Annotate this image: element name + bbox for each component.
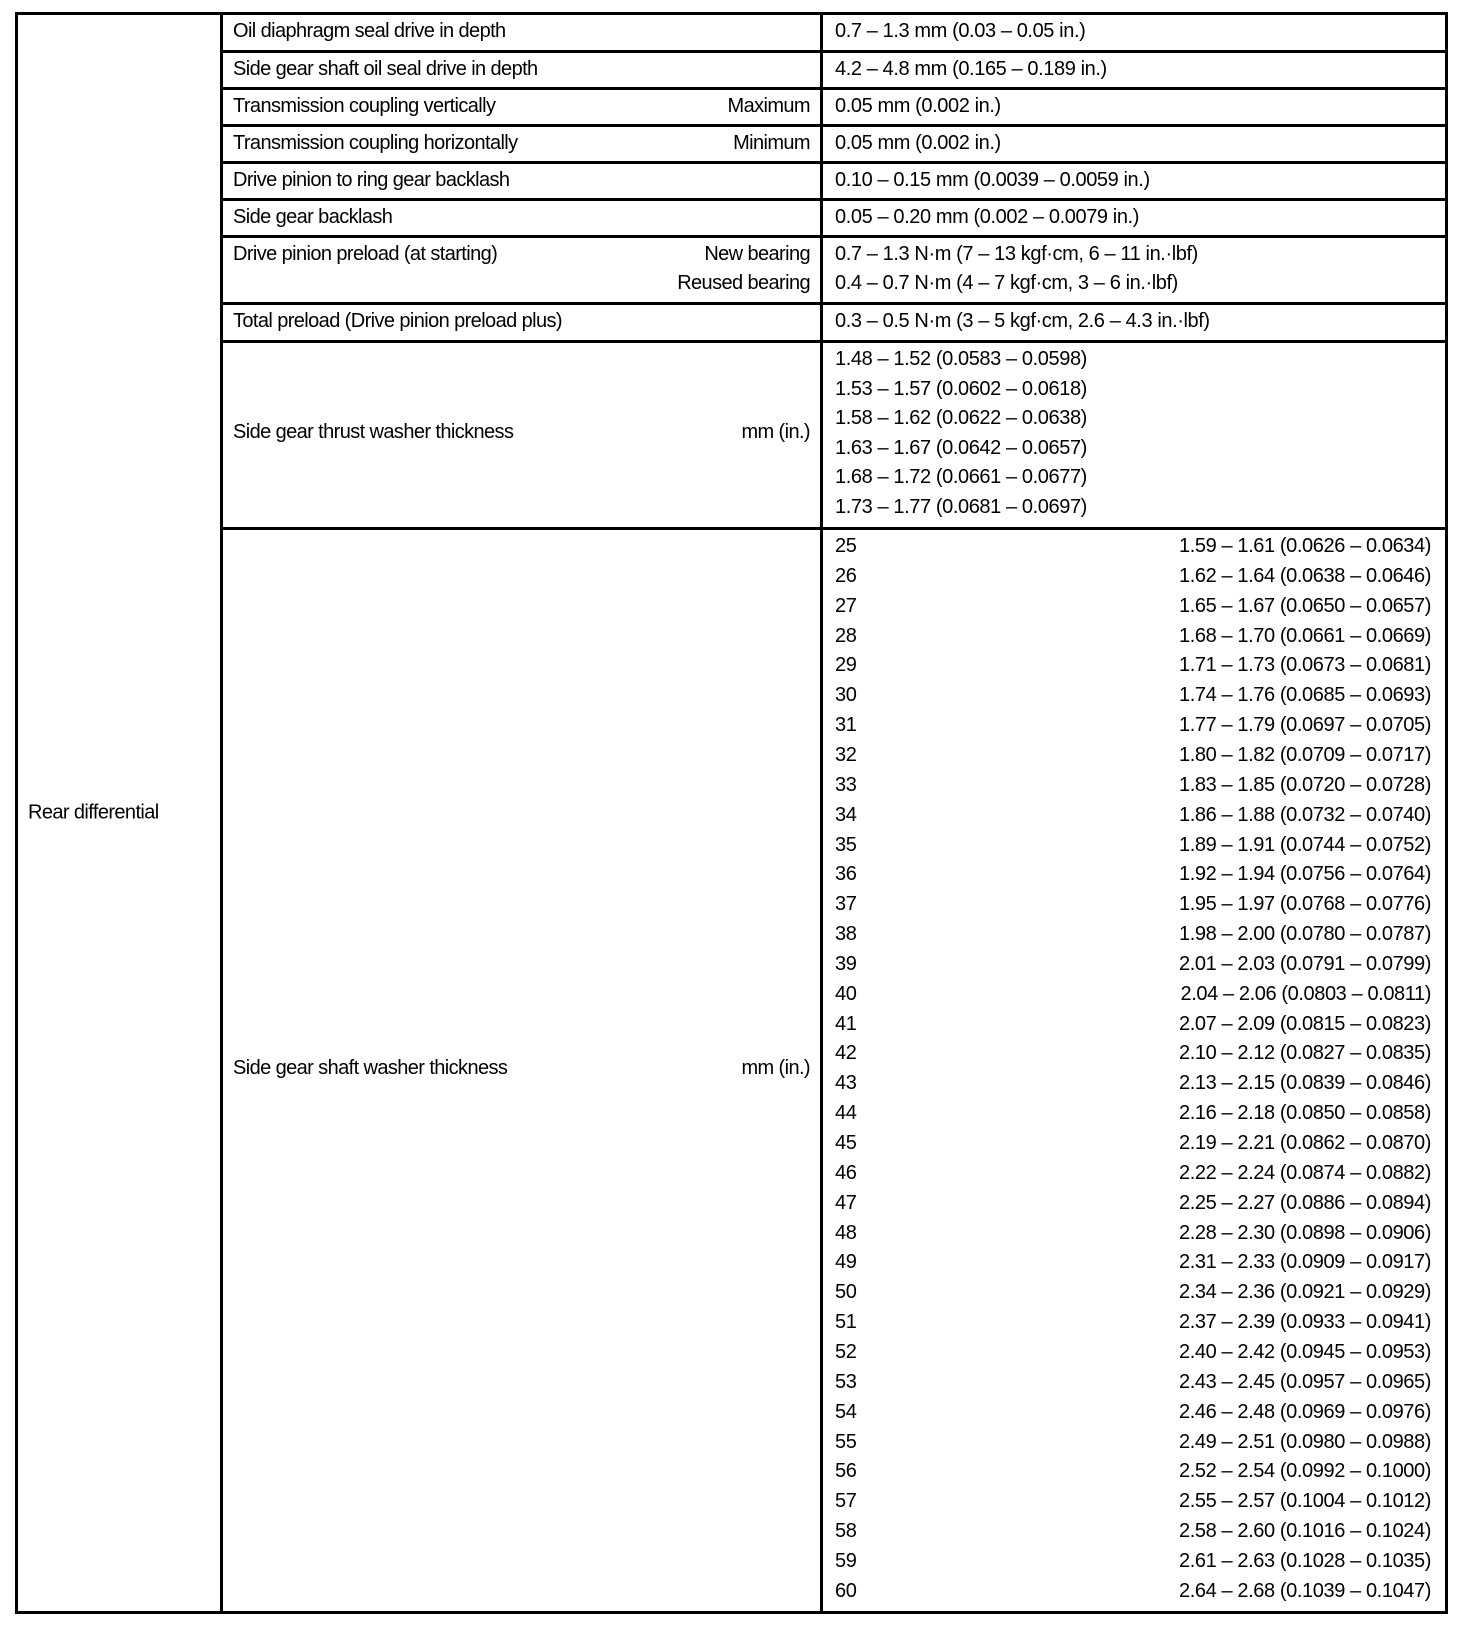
thrust-washer-value: 1.68 – 1.72 (0.0661 – 0.0677) [835,466,1087,488]
washer-range: 1.95 – 1.97 (0.0768 – 0.0776) [1179,893,1431,916]
spec-row [223,90,1445,127]
spec-value [823,164,1445,198]
washer-range: 2.55 – 2.57 (0.1004 – 0.1012) [1179,1490,1431,1513]
value-text: 4.2 – 4.8 mm (0.165 – 0.189 in.) [835,58,1107,80]
washer-code: 48 [835,1221,857,1244]
item-label: Total preload (Drive pinion preload plus) [233,310,562,332]
washer-row [835,861,1431,891]
washer-row [835,951,1431,981]
spec-item [223,127,823,161]
spec-item [223,343,823,527]
washer-code: 47 [835,1191,857,1214]
item-label: Drive pinion preload (at starting) [233,243,498,265]
washer-row [835,1548,1431,1578]
washer-row [835,1160,1431,1190]
washer-code: 60 [835,1579,857,1602]
item-qualifier: Maximum [727,95,810,117]
washer-code: 53 [835,1370,857,1393]
item-unit: mm (in.) [741,1057,810,1079]
washer-row [835,1130,1431,1160]
washer-row [835,1040,1431,1070]
washer-code: 30 [835,684,857,707]
spec-item [223,164,823,198]
washer-row [835,772,1431,802]
washer-code: 49 [835,1251,857,1274]
washer-code: 25 [835,535,857,557]
washer-code: 41 [835,1012,857,1035]
washer-range: 2.34 – 2.36 (0.0921 – 0.0929) [1179,1281,1431,1304]
spec-row-shaft-washer [223,530,1445,1611]
washer-code: 27 [835,594,857,617]
item-unit: mm (in.) [741,421,810,443]
item-label: Transmission coupling vertically [233,95,496,117]
item-label: Side gear backlash [233,206,393,228]
washer-row [835,802,1431,832]
item-label: Drive pinion to ring gear backlash [233,169,510,191]
washer-code: 43 [835,1072,857,1095]
washer-range: 1.89 – 1.91 (0.0744 – 0.0752) [1179,833,1431,856]
washer-code: 46 [835,1161,857,1184]
spec-value [823,305,1445,340]
washer-code: 44 [835,1102,857,1125]
spec-row-pinion-preload [223,238,1445,305]
washer-row [835,891,1431,921]
washer-row [835,563,1431,593]
washer-row [835,1249,1431,1279]
thrust-washer-value: 1.48 – 1.52 (0.0583 – 0.0598) [835,348,1087,370]
washer-code: 56 [835,1460,857,1483]
washer-code: 28 [835,624,857,647]
washer-code: 29 [835,654,857,677]
washer-row [835,682,1431,712]
spec-row [223,53,1445,90]
washer-range: 2.13 – 2.15 (0.0839 – 0.0846) [1179,1072,1431,1095]
washer-row [835,1578,1431,1608]
washer-code: 45 [835,1132,857,1154]
washer-code: 38 [835,923,857,946]
section-column [18,15,223,1611]
washer-range: 2.01 – 2.03 (0.0791 – 0.0799) [1179,952,1431,975]
washer-range: 2.37 – 2.39 (0.0933 – 0.0941) [1179,1311,1431,1334]
washer-range: 2.31 – 2.33 (0.0909 – 0.0917) [1179,1251,1431,1274]
washer-range: 2.04 – 2.06 (0.0803 – 0.0811) [1180,982,1431,1005]
washer-range: 1.98 – 2.00 (0.0780 – 0.0787) [1179,923,1431,946]
spec-row-total-preload [223,305,1445,343]
washer-code: 57 [835,1490,857,1513]
washer-range: 2.10 – 2.12 (0.0827 – 0.0835) [1179,1042,1431,1065]
washer-row [835,1279,1431,1309]
washer-code: 50 [835,1281,857,1304]
washer-code: 52 [835,1340,857,1363]
item-label: Transmission coupling horizontally [233,132,518,154]
washer-range: 2.07 – 2.09 (0.0815 – 0.0823) [1179,1012,1431,1035]
value-text: 0.4 – 0.7 N·m (4 – 7 kgf·cm, 3 – 6 in.·lbf) [835,272,1178,294]
washer-row [835,1220,1431,1250]
washer-code: 59 [835,1549,857,1572]
washer-range: 1.83 – 1.85 (0.0720 – 0.0728) [1179,773,1431,796]
washer-range: 2.22 – 2.24 (0.0874 – 0.0882) [1179,1161,1431,1184]
item-label: Side gear shaft washer thickness [233,1057,508,1079]
shaft-washer-values [823,530,1445,1611]
washer-range: 2.28 – 2.30 (0.0898 – 0.0906) [1179,1221,1431,1244]
spec-item [223,238,823,302]
item-qualifier-reused: Reused bearing [677,272,810,294]
spec-item [223,305,823,340]
spec-value [823,90,1445,124]
washer-row [835,712,1431,742]
washer-row [835,533,1431,563]
washer-row [835,1429,1431,1459]
spec-value [823,15,1445,50]
washer-code: 33 [835,773,857,796]
washer-code: 36 [835,863,857,886]
washer-range: 2.43 – 2.45 (0.0957 – 0.0965) [1179,1370,1431,1393]
washer-code: 55 [835,1430,857,1453]
thrust-washer-value: 1.63 – 1.67 (0.0642 – 0.0657) [835,436,1087,459]
washer-code: 37 [835,893,857,916]
spec-item [223,15,823,50]
washer-range: 1.77 – 1.79 (0.0697 – 0.0705) [1179,714,1431,737]
washer-range: 2.64 – 2.68 (0.1039 – 0.1047) [1179,1579,1431,1602]
washer-row [835,1100,1431,1130]
spec-row [223,164,1445,201]
thrust-washer-value: 1.58 – 1.62 (0.0622 – 0.0638) [835,407,1087,429]
spec-row-thrust-washer [223,343,1445,530]
washer-code: 42 [835,1042,857,1065]
washer-row [835,1070,1431,1100]
item-qualifier-new: New bearing [704,243,810,265]
washer-range: 2.58 – 2.60 (0.1016 – 0.1024) [1179,1520,1431,1543]
spec-value [823,127,1445,161]
washer-range: 2.46 – 2.48 (0.0969 – 0.0976) [1179,1400,1431,1423]
spec-item [223,530,823,1611]
spec-row [223,127,1445,164]
spec-item [223,53,823,87]
washer-range: 2.61 – 2.63 (0.1028 – 0.1035) [1179,1549,1431,1572]
spec-row [223,15,1445,53]
spec-row [223,201,1445,238]
value-text: 0.05 – 0.20 mm (0.002 – 0.0079 in.) [835,206,1139,228]
washer-row [835,623,1431,653]
washer-range: 2.25 – 2.27 (0.0886 – 0.0894) [1179,1191,1431,1214]
spec-item [223,90,823,124]
washer-row [835,1399,1431,1429]
item-qualifier: Minimum [733,132,810,154]
thrust-washer-values [823,343,1445,527]
washer-range: 1.68 – 1.70 (0.0661 – 0.0669) [1179,624,1431,647]
washer-row [835,832,1431,862]
washer-range: 1.92 – 1.94 (0.0756 – 0.0764) [1179,863,1431,886]
washer-range: 1.71 – 1.73 (0.0673 – 0.0681) [1179,654,1431,677]
spec-value [823,238,1445,302]
value-text: 0.3 – 0.5 N·m (3 – 5 kgf·cm, 2.6 – 4.3 in.·lbf) [835,310,1210,332]
value-text: 0.05 mm (0.002 in.) [835,95,1001,117]
spec-rows [223,15,1445,1611]
value-text: 0.10 – 0.15 mm (0.0039 – 0.0059 in.) [835,169,1150,191]
washer-code: 39 [835,952,857,975]
washer-range: 2.40 – 2.42 (0.0945 – 0.0953) [1179,1340,1431,1363]
thrust-washer-value: 1.73 – 1.77 (0.0681 – 0.0697) [835,495,1087,518]
washer-code: 51 [835,1311,857,1334]
washer-code: 40 [835,982,857,1005]
washer-range: 2.16 – 2.18 (0.0850 – 0.0858) [1179,1102,1431,1125]
item-label: Side gear shaft oil seal drive in depth [233,58,538,80]
washer-row [835,981,1431,1011]
washer-range: 2.19 – 2.21 (0.0862 – 0.0870) [1179,1132,1431,1154]
spec-table [15,12,1448,1614]
spec-value [823,53,1445,87]
item-label: Oil diaphragm seal drive in depth [233,20,506,42]
washer-row [835,1458,1431,1488]
washer-row [835,1190,1431,1220]
value-text: 0.7 – 1.3 mm (0.03 – 0.05 in.) [835,20,1086,42]
value-text: 0.05 mm (0.002 in.) [835,132,1001,154]
washer-row [835,1309,1431,1339]
washer-range: 1.65 – 1.67 (0.0650 – 0.0657) [1179,594,1431,617]
washer-row [835,652,1431,682]
section-label: Rear differential [28,801,159,824]
washer-range: 1.59 – 1.61 (0.0626 – 0.0634) [1179,535,1431,557]
value-text: 0.7 – 1.3 N·m (7 – 13 kgf·cm, 6 – 11 in.·lbf) [835,243,1198,265]
washer-range: 1.86 – 1.88 (0.0732 – 0.0740) [1179,803,1431,826]
washer-row [835,1518,1431,1548]
item-label: Side gear thrust washer thickness [233,421,514,443]
washer-range: 2.52 – 2.54 (0.0992 – 0.1000) [1179,1460,1431,1483]
washer-code: 35 [835,833,857,856]
washer-code: 34 [835,803,857,826]
spec-item [223,201,823,235]
thrust-washer-value: 1.53 – 1.57 (0.0602 – 0.0618) [835,377,1087,400]
washer-row [835,1339,1431,1369]
washer-code: 32 [835,743,857,766]
washer-range: 1.74 – 1.76 (0.0685 – 0.0693) [1179,684,1431,707]
washer-row [835,1488,1431,1518]
washer-code: 31 [835,714,857,737]
washer-range: 1.62 – 1.64 (0.0638 – 0.0646) [1179,564,1431,587]
washer-range: 1.80 – 1.82 (0.0709 – 0.0717) [1179,743,1431,766]
washer-range: 2.49 – 2.51 (0.0980 – 0.0988) [1179,1430,1431,1453]
washer-row [835,921,1431,951]
washer-code: 26 [835,564,857,587]
washer-row [835,1011,1431,1041]
washer-code: 54 [835,1400,857,1423]
washer-code: 58 [835,1520,857,1543]
washer-row [835,593,1431,623]
spec-value [823,201,1445,235]
washer-row [835,1369,1431,1399]
washer-row [835,742,1431,772]
